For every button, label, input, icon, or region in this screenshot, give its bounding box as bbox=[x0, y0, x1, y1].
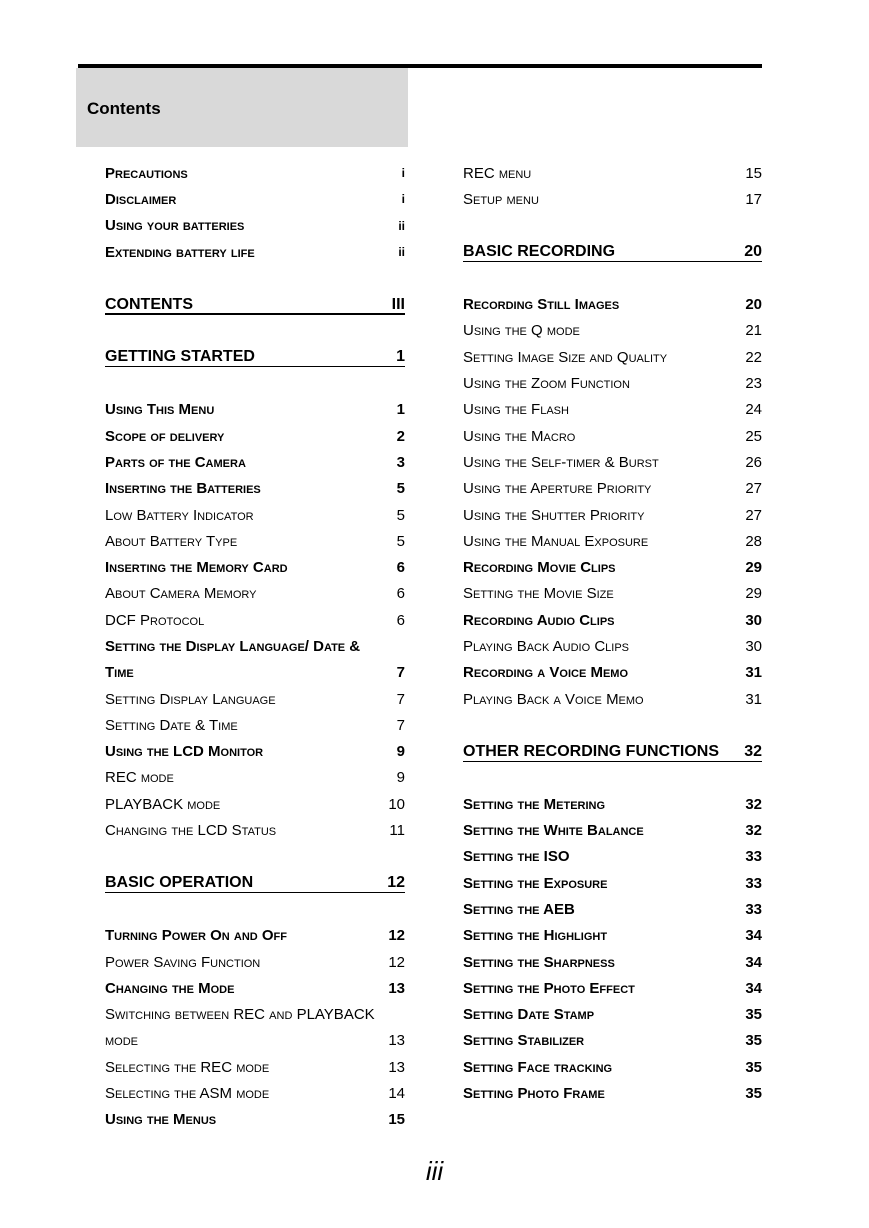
toc-entry-page: 32 bbox=[745, 822, 762, 840]
toc-entry-page: 29 bbox=[745, 559, 762, 577]
toc-entry[interactable] bbox=[463, 344, 762, 370]
toc-entry[interactable] bbox=[463, 791, 762, 817]
toc-entry-title: Time bbox=[105, 664, 134, 682]
toc-chapter-heading[interactable] bbox=[463, 239, 762, 265]
toc-entry-page: 12 bbox=[388, 927, 405, 945]
toc-entry[interactable] bbox=[105, 423, 405, 449]
toc-entry-title: Using the Shutter Priority bbox=[463, 506, 645, 524]
toc-entry-title: Setting Photo Frame bbox=[463, 1085, 605, 1103]
toc-entry[interactable] bbox=[463, 581, 762, 607]
toc-entry-title: Setting Date Stamp bbox=[463, 1006, 595, 1024]
toc-entry-page: 5 bbox=[396, 532, 405, 550]
toc-entry-title: Setting Face tracking bbox=[463, 1058, 613, 1076]
toc-entry-title: Setting Date & Time bbox=[105, 716, 238, 734]
toc-entry-title: Using the Aperture Priority bbox=[463, 480, 652, 498]
toc-entry-title: Setting the Highlight bbox=[463, 927, 608, 945]
toc-entry-title: Using the Zoom Function bbox=[463, 375, 630, 393]
toc-entry-title: Setting the Metering bbox=[463, 795, 606, 813]
toc-entry-title: Playing Back a Voice Memo bbox=[463, 690, 644, 708]
toc-entry-page: 5 bbox=[396, 480, 405, 498]
toc-entry[interactable] bbox=[105, 397, 405, 423]
toc-entry-page: i bbox=[401, 166, 405, 181]
toc-entry-title: Setting Image Size and Quality bbox=[463, 348, 668, 366]
toc-entry[interactable] bbox=[463, 318, 762, 344]
toc-entry-page: 34 bbox=[745, 927, 762, 945]
toc-left-column bbox=[105, 160, 405, 1133]
toc-entry-page: 20 bbox=[745, 296, 762, 314]
toc-entry-page: 6 bbox=[396, 585, 405, 603]
toc-entry-page: 11 bbox=[389, 822, 405, 840]
toc-entry[interactable] bbox=[463, 397, 762, 423]
toc-entry-page: 22 bbox=[745, 348, 762, 366]
toc-entry-page: 31 bbox=[745, 690, 762, 708]
toc-entry-title: About Battery Type bbox=[105, 532, 238, 550]
toc-entry-page: 29 bbox=[745, 585, 762, 603]
toc-entry-page: ii bbox=[398, 245, 405, 260]
toc-entry[interactable] bbox=[105, 949, 405, 975]
toc-entry-title: Using the LCD Monitor bbox=[105, 743, 264, 761]
toc-entry-title: Recording Still Images bbox=[463, 296, 620, 314]
toc-spacer bbox=[105, 844, 405, 870]
toc-spacer bbox=[105, 896, 405, 922]
toc-entry-title: Power Saving Function bbox=[105, 953, 261, 971]
toc-entry-title: Recording Movie Clips bbox=[463, 559, 616, 577]
toc-entry-page: 14 bbox=[388, 1085, 405, 1103]
toc-entry[interactable] bbox=[463, 844, 762, 870]
toc-entry-title: Extending battery life bbox=[105, 243, 255, 261]
toc-entry-page: 35 bbox=[745, 1006, 762, 1024]
toc-spacer bbox=[463, 213, 762, 239]
toc-entry[interactable] bbox=[463, 923, 762, 949]
toc-entry[interactable] bbox=[105, 1002, 405, 1028]
toc-entry[interactable] bbox=[463, 686, 762, 712]
toc-entry-page: 20 bbox=[744, 243, 762, 261]
toc-entry-page: 27 bbox=[745, 506, 762, 524]
toc-entry[interactable] bbox=[105, 975, 405, 1001]
toc-entry-title: BASIC OPERATION bbox=[105, 874, 254, 892]
toc-entry-page: 13 bbox=[388, 1032, 405, 1050]
toc-entry-page: 34 bbox=[745, 953, 762, 971]
toc-entry-title: Setup menu bbox=[463, 190, 539, 208]
toc-entry-page: 34 bbox=[745, 979, 762, 997]
toc-entry-page: ii bbox=[398, 218, 405, 233]
toc-chapter-heading[interactable] bbox=[463, 739, 762, 765]
toc-entry[interactable] bbox=[463, 949, 762, 975]
toc-entry[interactable] bbox=[105, 528, 405, 554]
toc-chapter-heading[interactable] bbox=[105, 870, 405, 896]
toc-entry[interactable] bbox=[105, 739, 405, 765]
toc-entry[interactable] bbox=[105, 186, 405, 212]
toc-entry-title: Scope of delivery bbox=[105, 427, 225, 445]
toc-entry[interactable] bbox=[105, 633, 405, 659]
toc-entry[interactable] bbox=[463, 633, 762, 659]
heading-underline bbox=[105, 366, 405, 367]
toc-entry[interactable] bbox=[463, 502, 762, 528]
toc-entry-title: Parts of the Camera bbox=[105, 453, 246, 471]
toc-entry[interactable] bbox=[463, 1054, 762, 1080]
toc-entry-page: III bbox=[391, 295, 405, 313]
toc-entry-title: Setting the AEB bbox=[463, 900, 575, 918]
toc-entry-page: i bbox=[401, 192, 405, 207]
toc-entry-title: Setting Display Language bbox=[105, 690, 276, 708]
heading-underline bbox=[105, 892, 405, 893]
toc-entry-page: 23 bbox=[745, 375, 762, 393]
toc-entry-title: Using the Manual Exposure bbox=[463, 532, 649, 550]
toc-entry-title: Inserting the Memory Card bbox=[105, 559, 288, 577]
toc-entry-page: 12 bbox=[388, 953, 405, 971]
toc-entry[interactable] bbox=[463, 607, 762, 633]
toc-entry-title: Playing Back Audio Clips bbox=[463, 637, 630, 655]
toc-entry-title: Turning Power On and Off bbox=[105, 927, 287, 945]
toc-entry-title: Precautions bbox=[105, 164, 188, 182]
toc-entry[interactable] bbox=[463, 476, 762, 502]
toc-entry-title: REC menu bbox=[463, 164, 532, 182]
toc-entry-page: 15 bbox=[745, 164, 762, 182]
toc-entry-page: 10 bbox=[388, 795, 405, 813]
toc-entry[interactable] bbox=[105, 660, 405, 686]
toc-entry-page: 33 bbox=[745, 848, 762, 866]
toc-entry-title: Disclaimer bbox=[105, 190, 177, 208]
toc-entry-page: 21 bbox=[745, 322, 762, 340]
heading-underline bbox=[105, 313, 405, 314]
page-title: Contents bbox=[87, 99, 161, 118]
heading-underline bbox=[463, 261, 762, 262]
toc-entry-title: Low Battery Indicator bbox=[105, 506, 254, 524]
toc-entry[interactable] bbox=[463, 660, 762, 686]
toc-entry-page: 32 bbox=[745, 795, 762, 813]
toc-entry[interactable] bbox=[463, 870, 762, 896]
toc-entry[interactable] bbox=[463, 1002, 762, 1028]
toc-spacer bbox=[463, 712, 762, 738]
toc-entry-page: 13 bbox=[388, 1058, 405, 1076]
toc-entry-page: 2 bbox=[396, 427, 405, 445]
toc-entry-title: Changing the Mode bbox=[105, 979, 235, 997]
toc-entry[interactable] bbox=[463, 817, 762, 843]
toc-entry[interactable] bbox=[463, 554, 762, 580]
toc-entry-title: OTHER RECORDING FUNCTIONS bbox=[463, 742, 719, 760]
toc-entry-page: 1 bbox=[396, 348, 405, 366]
toc-entry[interactable] bbox=[105, 1107, 405, 1133]
toc-entry[interactable] bbox=[105, 581, 405, 607]
toc-entry-page: 35 bbox=[745, 1085, 762, 1103]
toc-entry-page: 6 bbox=[396, 611, 405, 629]
toc-entry[interactable] bbox=[463, 1080, 762, 1106]
toc-entry-title: Using the Flash bbox=[463, 401, 569, 419]
toc-entry[interactable] bbox=[463, 370, 762, 396]
toc-entry-title: Recording a Voice Memo bbox=[463, 664, 629, 682]
toc-entry[interactable] bbox=[463, 186, 762, 212]
toc-entry-page: 30 bbox=[745, 637, 762, 655]
toc-entry-title: Setting the ISO bbox=[463, 848, 570, 866]
toc-entry-title: DCF Protocol bbox=[105, 611, 205, 629]
toc-entry-page: 1 bbox=[396, 401, 405, 419]
toc-entry-page: 12 bbox=[387, 874, 405, 892]
toc-entry-title: Setting the Sharpness bbox=[463, 953, 615, 971]
toc-spacer bbox=[105, 370, 405, 396]
toc-entry-page: 28 bbox=[745, 532, 762, 550]
toc-entry-title: Setting the Exposure bbox=[463, 874, 608, 892]
toc-entry-title: Using the Self-timer & Burst bbox=[463, 453, 659, 471]
toc-entry-page: 24 bbox=[745, 401, 762, 419]
toc-entry[interactable] bbox=[105, 765, 405, 791]
toc-entry-page: 33 bbox=[745, 874, 762, 892]
page-number: iii bbox=[425, 1156, 444, 1186]
toc-entry-title: BASIC RECORDING bbox=[463, 243, 616, 261]
toc-entry[interactable] bbox=[105, 502, 405, 528]
toc-entry-title: CONTENTS bbox=[105, 295, 193, 313]
toc-spacer bbox=[105, 265, 405, 291]
toc-entry-title: Using your batteries bbox=[105, 217, 245, 235]
toc-entry-title: Setting the Movie Size bbox=[463, 585, 614, 603]
toc-entry[interactable] bbox=[105, 554, 405, 580]
toc-entry[interactable] bbox=[105, 817, 405, 843]
header-box bbox=[76, 68, 408, 147]
heading-underline bbox=[463, 761, 762, 762]
toc-spacer bbox=[463, 765, 762, 791]
toc-entry-page: 9 bbox=[396, 769, 405, 787]
toc-entry-title: Selecting the REC mode bbox=[105, 1058, 270, 1076]
toc-entry-page: 9 bbox=[396, 743, 405, 761]
toc-entry-page: 7 bbox=[396, 664, 405, 682]
toc-spacer bbox=[463, 265, 762, 291]
toc-chapter-heading[interactable] bbox=[105, 291, 405, 317]
toc-entry[interactable] bbox=[463, 291, 762, 317]
toc-entry-title: Using This Menu bbox=[105, 401, 215, 419]
toc-entry-page: 32 bbox=[744, 742, 762, 760]
toc-entry-page: 6 bbox=[396, 559, 405, 577]
toc-entry-page: 7 bbox=[396, 716, 405, 734]
toc-entry-title: mode bbox=[105, 1032, 138, 1050]
toc-entry-title: Setting the Photo Effect bbox=[463, 979, 635, 997]
toc-entry[interactable] bbox=[463, 896, 762, 922]
toc-entry[interactable] bbox=[105, 1080, 405, 1106]
toc-entry-title: Using the Menus bbox=[105, 1111, 217, 1129]
toc-entry[interactable] bbox=[105, 1028, 405, 1054]
toc-entry-page: 3 bbox=[396, 453, 405, 471]
toc-entry-title: Inserting the Batteries bbox=[105, 480, 261, 498]
toc-entry-page: 17 bbox=[745, 190, 762, 208]
toc-entry-title: PLAYBACK mode bbox=[105, 795, 221, 813]
toc-entry[interactable] bbox=[105, 449, 405, 475]
toc-entry-page: 35 bbox=[745, 1058, 762, 1076]
toc-entry-page: 31 bbox=[745, 664, 762, 682]
toc-entry[interactable] bbox=[105, 476, 405, 502]
toc-entry-title: Using the Q mode bbox=[463, 322, 580, 340]
toc-entry[interactable] bbox=[463, 423, 762, 449]
toc-entry-page: 25 bbox=[745, 427, 762, 445]
toc-entry[interactable] bbox=[463, 160, 762, 186]
toc-entry-title: Setting the Display Language/ Date & bbox=[105, 637, 361, 655]
toc-entry-title: REC mode bbox=[105, 769, 174, 787]
toc-entry-title: Recording Audio Clips bbox=[463, 611, 615, 629]
toc-entry[interactable] bbox=[105, 239, 405, 265]
toc-entry-title: About Camera Memory bbox=[105, 585, 257, 603]
toc-entry[interactable] bbox=[463, 528, 762, 554]
toc-chapter-heading[interactable] bbox=[105, 344, 405, 370]
toc-entry-page: 26 bbox=[745, 453, 762, 471]
toc-right-column bbox=[463, 160, 762, 1107]
toc-entry[interactable] bbox=[105, 213, 405, 239]
toc-entry-page: 15 bbox=[388, 1111, 405, 1129]
toc-entry[interactable] bbox=[463, 449, 762, 475]
toc-entry[interactable] bbox=[105, 1054, 405, 1080]
toc-entry[interactable] bbox=[105, 686, 405, 712]
toc-entry[interactable] bbox=[463, 1028, 762, 1054]
toc-entry[interactable] bbox=[105, 607, 405, 633]
toc-entry-page: 35 bbox=[745, 1032, 762, 1050]
toc-entry-title: Using the Macro bbox=[463, 427, 576, 445]
toc-entry-page: 33 bbox=[745, 900, 762, 918]
toc-entry-title: Selecting the ASM mode bbox=[105, 1085, 270, 1103]
toc-entry-title: Setting the White Balance bbox=[463, 822, 644, 840]
toc-entry-title: Changing the LCD Status bbox=[105, 822, 277, 840]
toc-entry[interactable] bbox=[105, 923, 405, 949]
toc-entry[interactable] bbox=[105, 160, 405, 186]
toc-spacer bbox=[105, 318, 405, 344]
toc-entry-page: 7 bbox=[396, 690, 405, 708]
toc-entry-title: Setting Stabilizer bbox=[463, 1032, 585, 1050]
toc-entry-page: 13 bbox=[388, 979, 405, 997]
toc-entry[interactable] bbox=[105, 791, 405, 817]
toc-entry-title: GETTING STARTED bbox=[105, 348, 255, 366]
toc-entry[interactable] bbox=[105, 712, 405, 738]
toc-entry-page: 30 bbox=[745, 611, 762, 629]
toc-entry[interactable] bbox=[463, 975, 762, 1001]
toc-entry-page: 27 bbox=[745, 480, 762, 498]
toc-entry-page: 5 bbox=[396, 506, 405, 524]
toc-entry-title: Switching between REC and PLAYBACK bbox=[105, 1006, 375, 1024]
